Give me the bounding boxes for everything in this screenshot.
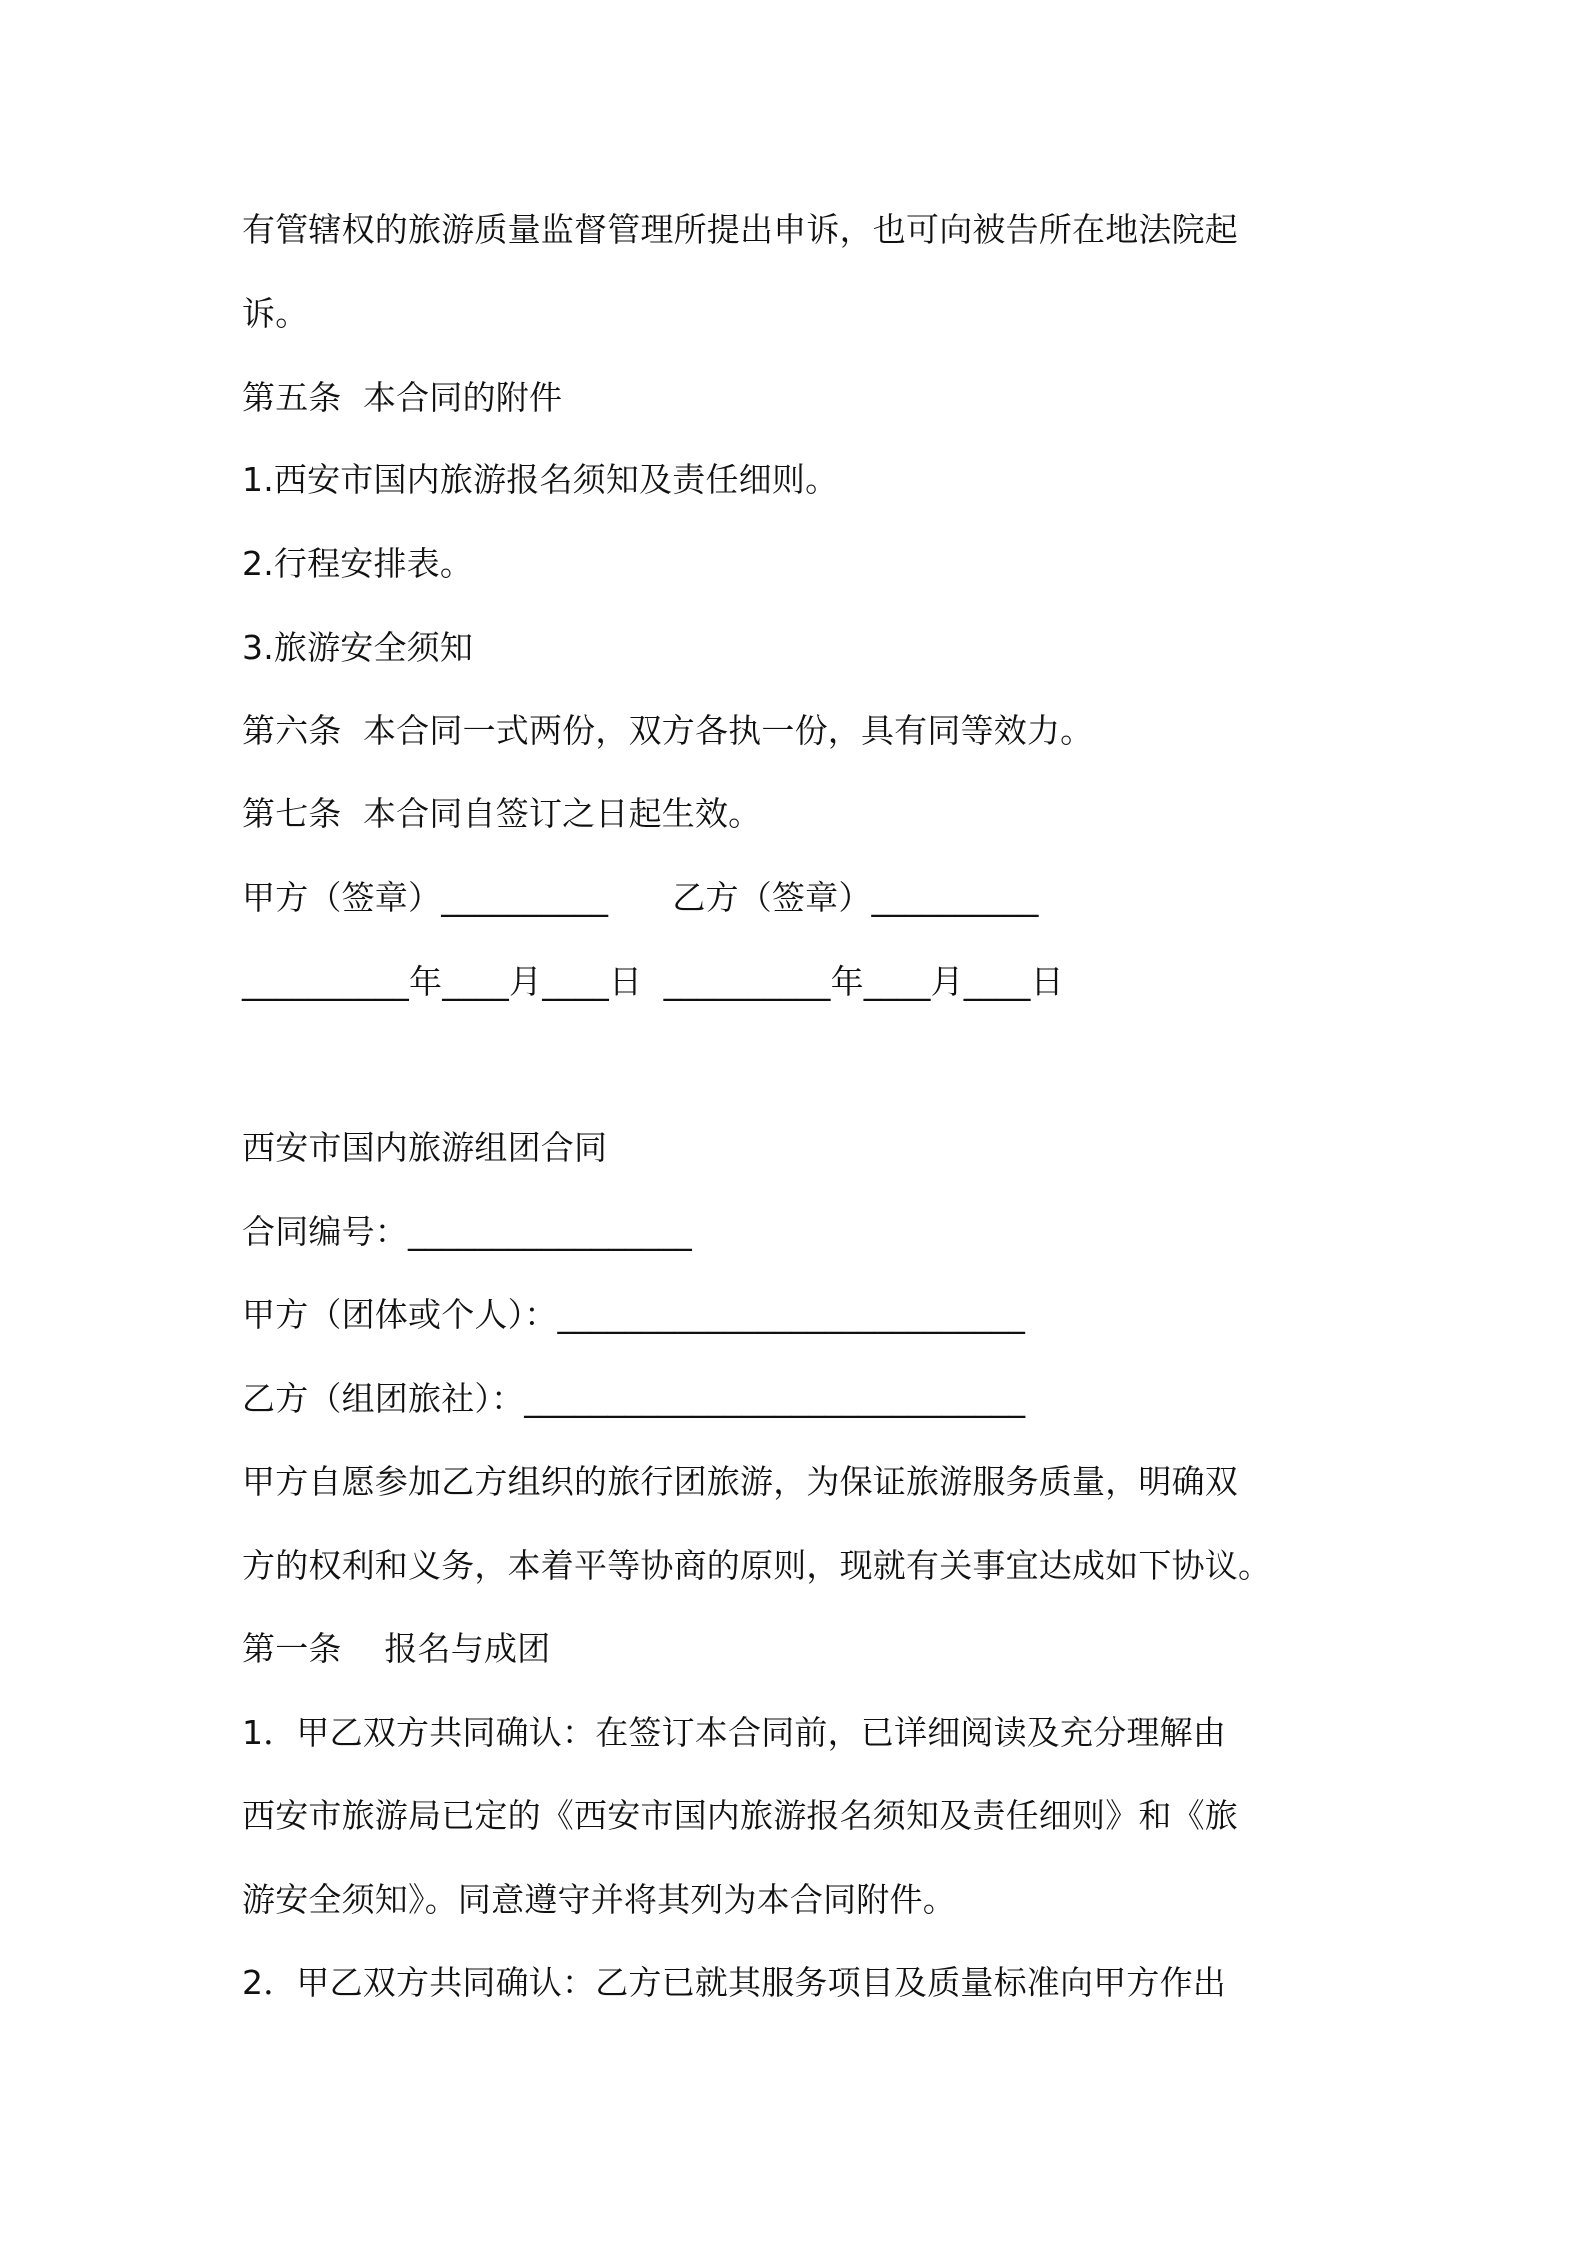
contract-title: 西安市国内旅游组团合同 xyxy=(242,1128,608,1167)
contract-number-field: 合同编号：_________________ xyxy=(242,1212,692,1251)
paragraph-line: 1．甲乙双方共同确认：在签订本合同前，已详细阅读及充分理解由 xyxy=(242,1713,1226,1752)
paragraph-line: 甲方自愿参加乙方组织的旅行团旅游，为保证旅游服务质量，明确双 xyxy=(242,1462,1238,1501)
paragraph-line: 游安全须知》。同意遵守并将其列为本合同附件。 xyxy=(242,1880,956,1919)
article-seven: 第七条 本合同自签订之日起生效。 xyxy=(242,794,762,833)
paragraph-line: 方的权利和义务，本着平等协商的原则，现就有关事宜达成如下协议。 xyxy=(242,1546,1272,1585)
article-six: 第六条 本合同一式两份，双方各执一份，具有同等效力。 xyxy=(242,711,1094,750)
attachment-item-1: 1.西安市国内旅游报名须知及责任细则。 xyxy=(242,460,839,499)
party-b-field: 乙方（组团旅社）：______________________________ xyxy=(242,1379,1026,1418)
article-one-heading: 第一条 报名与成团 xyxy=(242,1629,551,1668)
date-line: __________年____月____日 __________年____月____日 xyxy=(242,962,1064,1001)
paragraph-line: 西安市旅游局已定的《西安市国内旅游报名须知及责任细则》和《旅 xyxy=(242,1796,1238,1835)
paragraph-line: 诉。 xyxy=(242,294,309,333)
article-five-heading: 第五条 本合同的附件 xyxy=(242,378,563,417)
attachment-item-3: 3.旅游安全须知 xyxy=(242,628,474,667)
party-a-field: 甲方（团体或个人）：____________________________ xyxy=(242,1295,1026,1334)
signature-line: 甲方（签章）__________ 乙方（签章）__________ xyxy=(242,878,1039,917)
paragraph-line: 2．甲乙双方共同确认：乙方已就其服务项目及质量标准向甲方作出 xyxy=(242,1963,1226,2002)
attachment-item-2: 2.行程安排表。 xyxy=(242,544,474,583)
paragraph-line: 有管辖权的旅游质量监督管理所提出申诉，也可向被告所在地法院起 xyxy=(242,210,1238,249)
